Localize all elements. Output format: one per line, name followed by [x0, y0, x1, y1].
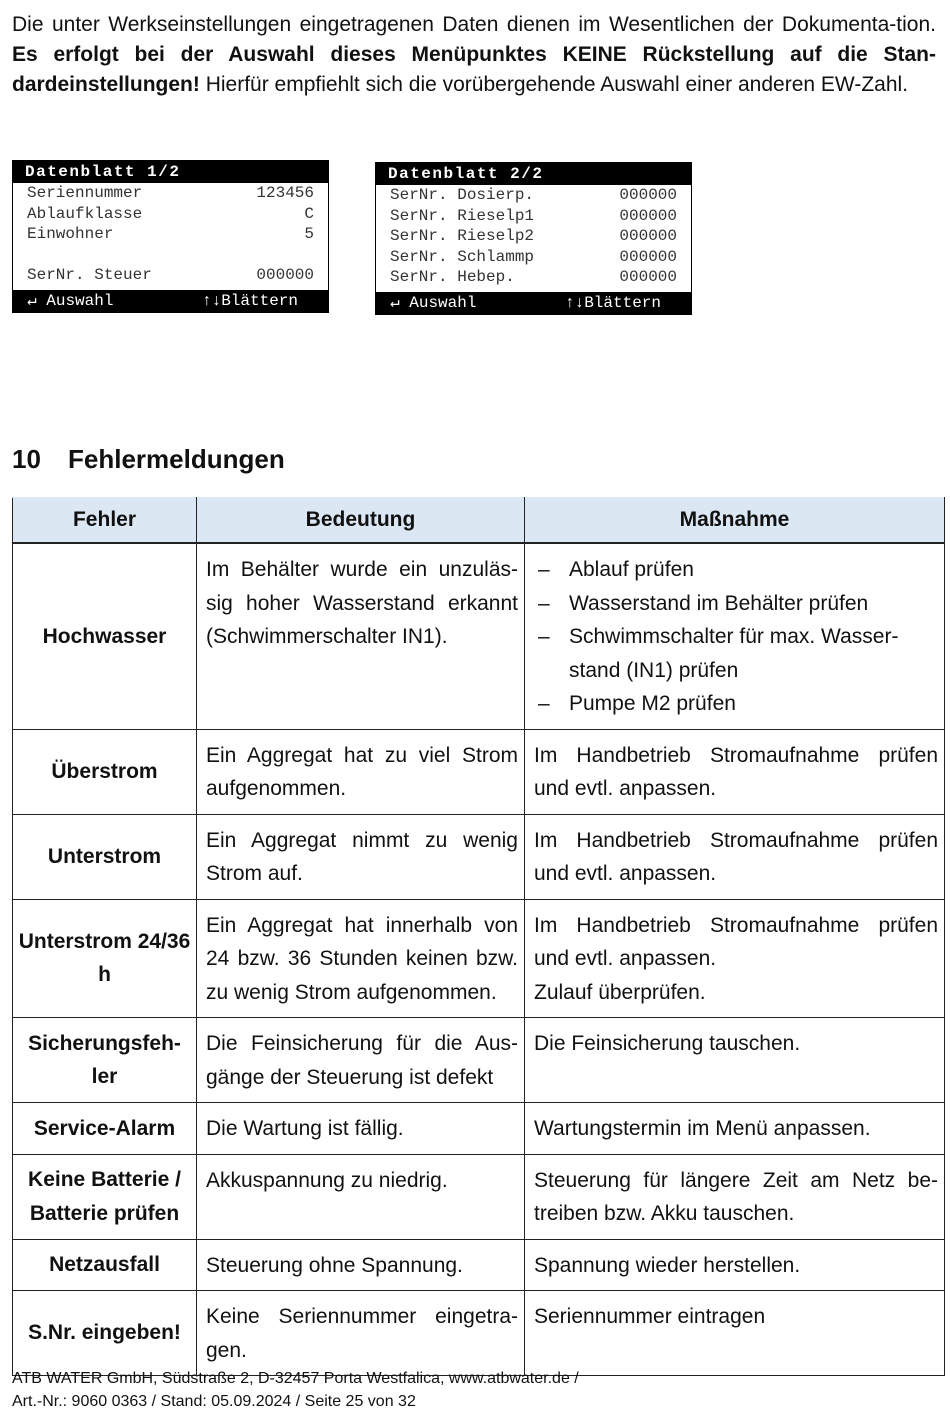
lcd-row [376, 226, 691, 247]
lcd-title: Datenblatt 1/2 [13, 161, 328, 183]
lcd-row [13, 204, 328, 225]
header-massnahme: Maßnahme [525, 498, 945, 544]
lcd-row [376, 185, 691, 206]
cell-bedeutung: Ein Aggregat nimmt zu wenig Strom auf. [197, 814, 525, 899]
lcd-row-value: 000000 [619, 268, 677, 287]
lcd-datenblatt-2 [375, 162, 692, 315]
cell-fehler: Service-Alarm [13, 1103, 197, 1155]
lcd-row-label: SerNr. Dosierp. [390, 186, 535, 204]
cell-massnahme: Die Feinsicherung tauschen. [525, 1018, 945, 1103]
cell-massnahme: Spannung wieder herstellen. [525, 1239, 945, 1291]
cell-massnahme [525, 899, 945, 1018]
cell-fehler: Keine Batterie / Batterie prüfen [13, 1154, 197, 1239]
lcd-footer-scroll: ↑↓Blättern [201, 292, 298, 310]
list-item: – Pumpe M2 prüfen [534, 687, 938, 721]
lcd-row-value: 123456 [256, 184, 314, 202]
cell-bedeutung: Keine Seriennummer eingetra-gen. [197, 1291, 525, 1376]
lcd-row [376, 247, 691, 268]
list-item: – Wasserstand im Behälter prüfen [534, 587, 938, 621]
list-item: – Ablauf prüfen [534, 553, 938, 587]
lcd-title: Datenblatt 2/2 [376, 163, 691, 185]
cell-massnahme: Steuerung für längere Zeit am Netz be-treiben bzw. Akku tauschen. [525, 1154, 945, 1239]
cell-fehler: Hochwasser [13, 543, 197, 729]
table-row [13, 1154, 945, 1239]
intro-warning-bold: Es erfolgt bei der Auswahl dieses Menüpunktes KEINE Rückstellung auf die Stan-dardeinstellungen! [12, 43, 936, 96]
lcd-footer [376, 292, 691, 314]
cell-bedeutung: Die Wartung ist fällig. [197, 1103, 525, 1155]
cell-massnahme [525, 543, 945, 729]
cell-massnahme: Seriennummer eintragen [525, 1291, 945, 1376]
lcd-row [13, 265, 328, 286]
cell-bedeutung: Im Behälter wurde ein unzuläs-sig hoher Wasserstand erkannt (Schwimmerschalter IN1). [197, 543, 525, 729]
lcd-row-value: 000000 [619, 206, 677, 225]
cell-bedeutung: Akkuspannung zu niedrig. [197, 1154, 525, 1239]
lcd-row [376, 267, 691, 288]
lcd-row-label: SerNr. Rieselp2 [390, 227, 535, 246]
lcd-footer-scroll: ↑↓Blättern [564, 294, 661, 312]
table-row [13, 1291, 945, 1376]
footer-address: ATB WATER GmbH, Südstraße 2, D-32457 Porta Westfalica, www.atbwater.de / [12, 1370, 579, 1387]
cell-massnahme: Im Handbetrieb Stromaufnahme prüfen und evtl. anpassen. [525, 814, 945, 899]
lcd-footer-select: ↵ Auswahl [390, 294, 477, 312]
lcd-row-label: Ablaufklasse [27, 204, 143, 223]
lcd-row-label: SerNr. Steuer [27, 266, 152, 285]
section-number: 10 [12, 444, 41, 474]
cell-fehler: Netzausfall [13, 1239, 197, 1291]
intro-text-2: Hierfür empfiehlt sich die vorübergehende Auswahl einer anderen EW-Zahl. [199, 73, 909, 96]
massnahme-list [534, 553, 938, 721]
lcd-row-value: 000000 [256, 266, 314, 285]
cell-massnahme: Im Handbetrieb Stromaufnahme prüfen und evtl. anpassen. [525, 729, 945, 814]
cell-fehler: S.Nr. eingeben! [13, 1291, 197, 1376]
lcd-row-label: Einwohner [27, 225, 114, 244]
lcd-row [13, 183, 328, 204]
cell-massnahme: Wartungstermin im Menü anpassen. [525, 1103, 945, 1155]
cell-fehler: Überstrom [13, 729, 197, 814]
table-row [13, 1018, 945, 1103]
lcd-row-value: 5 [304, 225, 314, 244]
lcd-footer [13, 290, 328, 312]
massnahme-line: Zulauf überprüfen. [534, 980, 706, 1004]
table-row [13, 899, 945, 1018]
table-row [13, 814, 945, 899]
intro-paragraph [12, 10, 936, 100]
table-row [13, 1239, 945, 1291]
lcd-row [13, 224, 328, 245]
lcd-row-value: 000000 [619, 186, 677, 204]
section-title: Fehlermeldungen [68, 444, 285, 474]
lcd-row-value: C [304, 204, 314, 223]
cell-bedeutung: Steuerung ohne Spannung. [197, 1239, 525, 1291]
table-row [13, 1103, 945, 1155]
list-item: – Schwimmschalter für max. Wasser-stand (IN1) prüfen [534, 620, 938, 687]
cell-bedeutung: Ein Aggregat hat zu viel Strom aufgenommen. [197, 729, 525, 814]
table-row [13, 543, 945, 729]
cell-fehler: Unterstrom 24/36 h [13, 899, 197, 1018]
lcd-row-label: SerNr. Rieselp1 [390, 206, 535, 225]
cell-fehler: Sicherungsfeh-ler [13, 1018, 197, 1103]
section-heading [12, 444, 285, 475]
lcd-row-label: Seriennummer [27, 184, 143, 202]
massnahme-line: Im Handbetrieb Stromaufnahme prüfen und evtl. anpassen. [534, 913, 938, 970]
lcd-datenblatt-1 [12, 160, 329, 313]
lcd-row [376, 206, 691, 227]
table-header-row [13, 498, 945, 544]
intro-text-1: Die unter Werkseinstellungen eingetragenen Daten dienen im Wesentlichen der Dokumenta-tion. [12, 13, 936, 36]
lcd-row-label: SerNr. Hebep. [390, 268, 515, 287]
error-table [12, 497, 945, 1376]
cell-bedeutung: Die Feinsicherung für die Aus-gänge der Steuerung ist defekt [197, 1018, 525, 1103]
header-bedeutung: Bedeutung [197, 498, 525, 544]
footer-article-info: Art.-Nr.: 9060 0363 / Stand: 05.09.2024 / Seite 25 von 32 [12, 1393, 416, 1410]
lcd-row-value: 000000 [619, 247, 677, 266]
table-row [13, 729, 945, 814]
cell-bedeutung: Ein Aggregat hat innerhalb von 24 bzw. 36 Stunden keinen bzw. zu wenig Strom aufgenommen. [197, 899, 525, 1018]
header-fehler: Fehler [13, 498, 197, 544]
lcd-footer-select: ↵ Auswahl [27, 292, 114, 310]
lcd-row-label: SerNr. Schlammp [390, 247, 535, 266]
page-footer [12, 1367, 579, 1413]
lcd-row-value: 000000 [619, 227, 677, 246]
cell-fehler: Unterstrom [13, 814, 197, 899]
lcd-row-empty [13, 245, 328, 266]
